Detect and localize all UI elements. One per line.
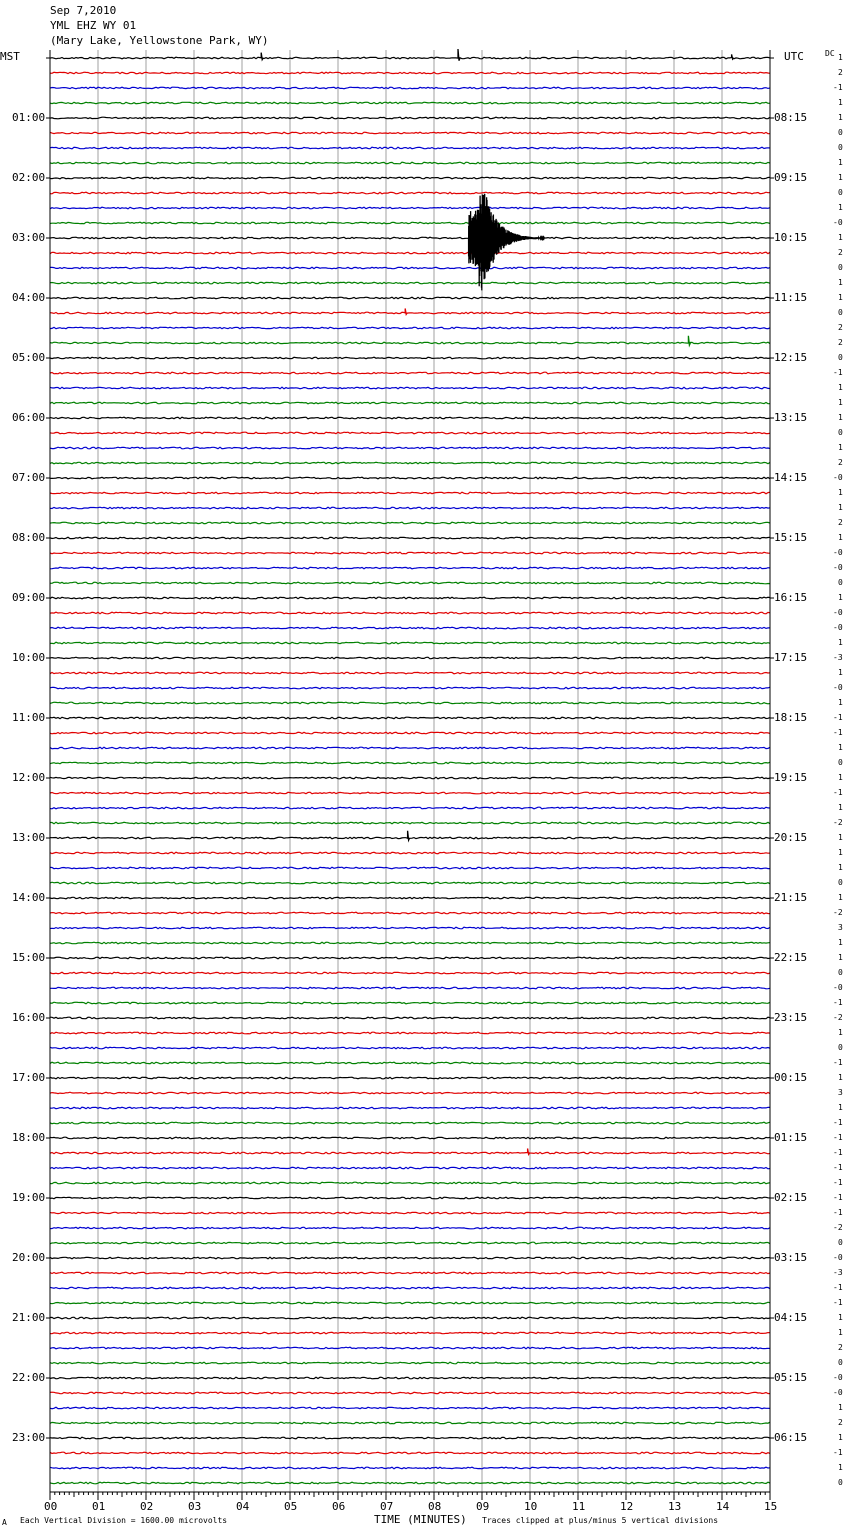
dc-offset-label: 0 [838, 1043, 843, 1052]
right-hour-label: 20:15 [774, 831, 808, 844]
event-waveform [732, 54, 734, 59]
trace-row [50, 222, 770, 224]
dc-offset-label: 2 [838, 338, 843, 347]
dc-offset-label: -1 [833, 1058, 843, 1067]
right-hour-label: 23:15 [774, 1011, 808, 1024]
dc-offset-label: 2 [838, 248, 843, 257]
dc-offset-label: -1 [833, 713, 843, 722]
dc-offset-label: 0 [838, 308, 843, 317]
dc-offset-label: 1 [838, 113, 843, 122]
x-axis-ticks [50, 1492, 770, 1500]
trace-row [50, 1212, 770, 1214]
clip-note: Traces clipped at plus/minus 5 vertical divisions [482, 1516, 719, 1525]
dc-offset-label: -0 [833, 623, 843, 632]
dc-offset-label: 1 [838, 893, 843, 902]
trace-row [50, 672, 770, 674]
trace-row [50, 792, 770, 794]
dc-offset-label: 1 [838, 953, 843, 962]
dc-offset-label: -1 [833, 788, 843, 797]
trace-row [50, 807, 770, 809]
dc-offset-label: 0 [838, 143, 843, 152]
right-hour-label: 11:15 [774, 291, 808, 304]
left-hour-label: 13:00 [12, 831, 46, 844]
dc-offset-label: -0 [833, 983, 843, 992]
right-hour-label: 14:15 [774, 471, 808, 484]
left-hour-label: 19:00 [12, 1191, 46, 1204]
trace-row [50, 1362, 770, 1364]
dc-offset-label: 1 [838, 848, 843, 857]
trace-row [50, 237, 770, 239]
dc-offset-label: 1 [838, 1073, 843, 1082]
dc-offset-label: -0 [833, 548, 843, 557]
location-title: (Mary Lake, Yellowstone Park, WY) [50, 34, 269, 47]
date-title: Sep 7,2010 [50, 4, 117, 17]
trace-row [50, 402, 770, 404]
trace-row [50, 192, 770, 194]
dc-offset-label: 1 [838, 398, 843, 407]
trace-row [50, 627, 770, 629]
dc-offset-label: 2 [838, 518, 843, 527]
right-hour-label: 16:15 [774, 591, 808, 604]
trace-row [50, 477, 770, 479]
trace-row [50, 597, 770, 599]
dc-offset-label: 1 [838, 1103, 843, 1112]
dc-offset-label: -0 [833, 473, 843, 482]
trace-row [50, 702, 770, 704]
dc-offset-label: 1 [838, 53, 843, 62]
dc-offset-label: 1 [838, 383, 843, 392]
trace-row [50, 447, 770, 449]
dc-label: DC [825, 49, 835, 58]
dc-offset-label: 1 [838, 698, 843, 707]
dc-offset-label: 1 [838, 1313, 843, 1322]
dc-offset-label: 3 [838, 923, 843, 932]
seismic-traces [50, 49, 770, 1484]
trace-row [50, 1167, 770, 1169]
right-hour-label: 18:15 [774, 711, 808, 724]
trace-row [50, 1287, 770, 1289]
event-waveform [261, 53, 263, 60]
dc-offset-label: 0 [838, 578, 843, 587]
plot-frame [46, 50, 774, 1492]
trace-row [50, 57, 770, 59]
trace-row [50, 462, 770, 464]
event-waveform [528, 1149, 530, 1155]
dc-offset-label: 1 [838, 803, 843, 812]
dc-offset-label: 1 [838, 503, 843, 512]
minute-gridlines [50, 50, 770, 1492]
trace-row [50, 177, 770, 179]
trace-row [50, 1392, 770, 1394]
trace-row [50, 612, 770, 614]
dc-offset-label: 0 [838, 1478, 843, 1487]
trace-row [50, 312, 770, 314]
trace-row [50, 1482, 770, 1484]
dc-offset-label: -1 [833, 1283, 843, 1292]
left-hour-label: 10:00 [12, 651, 46, 664]
trace-row [50, 1137, 770, 1139]
dc-offset-label: 1 [838, 668, 843, 677]
x-tick-label: 07 [380, 1500, 394, 1513]
trace-row [50, 327, 770, 329]
dc-offset-label: 0 [838, 878, 843, 887]
trace-row [50, 1272, 770, 1274]
trace-row [50, 282, 770, 284]
trace-row [50, 777, 770, 779]
dc-offset-label: 1 [838, 938, 843, 947]
trace-row [50, 1257, 770, 1259]
dc-offset-label: 1 [838, 1403, 843, 1412]
dc-offset-label: -2 [833, 908, 843, 917]
dc-offset-label: 2 [838, 323, 843, 332]
trace-row [50, 387, 770, 389]
right-hour-label: 06:15 [774, 1431, 808, 1444]
x-tick-label: 03 [188, 1500, 202, 1513]
dc-offset-label: 1 [838, 233, 843, 242]
x-axis-label: TIME (MINUTES) [374, 1513, 467, 1526]
trace-row [50, 1197, 770, 1199]
trace-row [50, 537, 770, 539]
trace-row [50, 207, 770, 209]
left-hour-label: 14:00 [12, 891, 46, 904]
scale-note: Each Vertical Division = 1600.00 microvolts [20, 1516, 228, 1525]
trace-row [50, 1017, 770, 1019]
trace-row [50, 1002, 770, 1004]
x-tick-label: 15 [764, 1500, 778, 1513]
dc-offset-label: 1 [838, 593, 843, 602]
dc-offset-label: 1 [838, 1028, 843, 1037]
dc-offset-label: 0 [838, 1358, 843, 1367]
left-hour-label: 20:00 [12, 1251, 46, 1264]
x-tick-label: 13 [668, 1500, 682, 1513]
trace-row [50, 372, 770, 374]
left-hour-label: 21:00 [12, 1311, 46, 1324]
left-hour-label: 01:00 [12, 111, 46, 124]
event-waveform [408, 831, 410, 840]
trace-row [50, 867, 770, 869]
right-hour-label: 10:15 [774, 231, 808, 244]
left-hour-label: 12:00 [12, 771, 46, 784]
dc-offset-label: 1 [838, 158, 843, 167]
dc-offset-label: 1 [838, 98, 843, 107]
dc-offset-label: -1 [833, 1298, 843, 1307]
trace-row [50, 132, 770, 134]
dc-offset-label: -0 [833, 683, 843, 692]
dc-offset-label: 1 [838, 533, 843, 542]
trace-row [50, 117, 770, 119]
trace-row [50, 912, 770, 914]
dc-offset-label: 0 [838, 968, 843, 977]
dc-offset-label: -2 [833, 818, 843, 827]
trace-row [50, 582, 770, 584]
dc-offset-label: 0 [838, 128, 843, 137]
right-hour-label: 04:15 [774, 1311, 808, 1324]
dc-offset-label: -1 [833, 1448, 843, 1457]
dc-offset-label: -1 [833, 998, 843, 1007]
trace-row [50, 1332, 770, 1334]
dc-offset-label: -1 [833, 1193, 843, 1202]
dc-offset-label: -0 [833, 608, 843, 617]
trace-row [50, 972, 770, 974]
trace-row [50, 72, 770, 74]
right-hour-label: 02:15 [774, 1191, 808, 1204]
right-hour-label: 12:15 [774, 351, 808, 364]
dc-offset-label: 1 [838, 773, 843, 782]
trace-row [50, 1062, 770, 1064]
dc-offset-label: 0 [838, 353, 843, 362]
trace-row [50, 822, 770, 824]
dc-offset-label: -1 [833, 1148, 843, 1157]
dc-offset-label: 0 [838, 758, 843, 767]
left-hour-label: 17:00 [12, 1071, 46, 1084]
trace-row [50, 747, 770, 749]
x-tick-label: 01 [92, 1500, 106, 1513]
dc-offset-label: 1 [838, 638, 843, 647]
event-waveform [688, 336, 690, 345]
trace-row [50, 1182, 770, 1184]
event-waveform [405, 309, 407, 315]
trace-row [50, 1227, 770, 1229]
trace-row [50, 1122, 770, 1124]
dc-offset-label: 1 [838, 443, 843, 452]
trace-row [50, 1407, 770, 1409]
x-tick-label: 08 [428, 1500, 442, 1513]
dc-offset-label: 1 [838, 863, 843, 872]
right-hour-label: 22:15 [774, 951, 808, 964]
left-hour-label: 11:00 [12, 711, 46, 724]
trace-row [50, 1032, 770, 1034]
dc-offset-label: -1 [833, 728, 843, 737]
dc-offset-label: -1 [833, 1208, 843, 1217]
dc-offset-label: 1 [838, 1328, 843, 1337]
right-hour-label: 15:15 [774, 531, 808, 544]
left-hour-label: 22:00 [12, 1371, 46, 1384]
trace-row [50, 732, 770, 734]
trace-row [50, 987, 770, 989]
trace-row [50, 1317, 770, 1319]
trace-row [50, 252, 770, 254]
dc-offset-label: 1 [838, 1433, 843, 1442]
left-hour-label: 04:00 [12, 291, 46, 304]
trace-row [50, 1302, 770, 1304]
dc-offset-label: 2 [838, 68, 843, 77]
dc-offset-label: -3 [833, 653, 843, 662]
trace-row [50, 417, 770, 419]
left-hour-label: 05:00 [12, 351, 46, 364]
dc-offset-label: 0 [838, 188, 843, 197]
x-tick-label: 06 [332, 1500, 346, 1513]
dc-offset-label: -1 [833, 83, 843, 92]
x-tick-label: 09 [476, 1500, 490, 1513]
x-tick-label: 14 [716, 1500, 730, 1513]
trace-row [50, 942, 770, 944]
left-hour-label: 18:00 [12, 1131, 46, 1144]
trace-row [50, 1347, 770, 1349]
dc-offset-label: -0 [833, 1373, 843, 1382]
right-hour-label: 21:15 [774, 891, 808, 904]
trace-row [50, 762, 770, 764]
event-waveform [458, 49, 460, 61]
trace-row [50, 87, 770, 89]
right-hour-label: 05:15 [774, 1371, 808, 1384]
trace-row [50, 1152, 770, 1154]
dc-offset-label: -3 [833, 1268, 843, 1277]
right-hour-label: 17:15 [774, 651, 808, 664]
trace-row [50, 1077, 770, 1079]
left-hour-label: 06:00 [12, 411, 46, 424]
trace-row [50, 657, 770, 659]
trace-row [50, 897, 770, 899]
trace-row [50, 162, 770, 164]
trace-row [50, 852, 770, 854]
dc-offset-label: 2 [838, 458, 843, 467]
left-timezone-label: MST [0, 50, 20, 63]
dc-offset-label: 1 [838, 203, 843, 212]
right-hour-label: 00:15 [774, 1071, 808, 1084]
trace-row [50, 552, 770, 554]
dc-offset-label: -0 [833, 1253, 843, 1262]
dc-offset-label: 0 [838, 1238, 843, 1247]
trace-row [50, 432, 770, 434]
trace-row [50, 687, 770, 689]
trace-row [50, 1467, 770, 1469]
x-tick-label: 05 [284, 1500, 298, 1513]
dc-offset-label: 1 [838, 293, 843, 302]
left-hour-label: 09:00 [12, 591, 46, 604]
dc-offset-label: -2 [833, 1223, 843, 1232]
trace-row [50, 957, 770, 959]
trace-row [50, 1452, 770, 1454]
trace-row [50, 147, 770, 149]
x-tick-label: 10 [524, 1500, 538, 1513]
right-timezone-label: UTC [784, 50, 804, 63]
dc-offset-label: -0 [833, 563, 843, 572]
left-hour-label: 15:00 [12, 951, 46, 964]
left-hour-label: 07:00 [12, 471, 46, 484]
dc-offset-label: 1 [838, 173, 843, 182]
dc-offset-label: -2 [833, 1013, 843, 1022]
right-hour-label: 01:15 [774, 1131, 808, 1144]
dc-offset-label: 0 [838, 428, 843, 437]
dc-offset-label: -1 [833, 1163, 843, 1172]
x-tick-label: 00 [44, 1500, 58, 1513]
dc-offset-label: 2 [838, 1343, 843, 1352]
trace-row [50, 1242, 770, 1244]
trace-row [50, 717, 770, 719]
trace-row [50, 1092, 770, 1094]
dc-offset-label: 1 [838, 743, 843, 752]
right-hour-label: 03:15 [774, 1251, 808, 1264]
dc-offset-label: 1 [838, 278, 843, 287]
left-hour-label: 16:00 [12, 1011, 46, 1024]
dc-offset-label: 1 [838, 1463, 843, 1472]
trace-row [50, 882, 770, 884]
dc-offset-label: -1 [833, 1118, 843, 1127]
trace-row [50, 1047, 770, 1049]
right-hour-label: 08:15 [774, 111, 808, 124]
trace-row [50, 267, 770, 269]
trace-row [50, 567, 770, 569]
trace-row [50, 357, 770, 359]
x-tick-label: 02 [140, 1500, 154, 1513]
trace-row [50, 492, 770, 494]
trace-row [50, 927, 770, 929]
dc-offset-label: -0 [833, 1388, 843, 1397]
trace-row [50, 342, 770, 344]
trace-row [50, 297, 770, 299]
dc-offset-label: -0 [833, 218, 843, 227]
dc-offset-label: 1 [838, 833, 843, 842]
x-tick-label: 12 [620, 1500, 634, 1513]
trace-row [50, 642, 770, 644]
right-hour-label: 13:15 [774, 411, 808, 424]
x-tick-label: 04 [236, 1500, 250, 1513]
trace-row [50, 507, 770, 509]
dc-offset-label: -1 [833, 368, 843, 377]
left-hour-label: 23:00 [12, 1431, 46, 1444]
dc-offset-label: 3 [838, 1088, 843, 1097]
trace-row [50, 1422, 770, 1424]
left-hour-label: 08:00 [12, 531, 46, 544]
right-hour-label: 09:15 [774, 171, 808, 184]
left-hour-label: 02:00 [12, 171, 46, 184]
trace-row [50, 102, 770, 104]
dc-offset-label: 1 [838, 413, 843, 422]
station-title: YML EHZ WY 01 [50, 19, 137, 32]
trace-row [50, 1437, 770, 1439]
right-hour-label: 19:15 [774, 771, 808, 784]
trace-row [50, 1377, 770, 1379]
dc-offset-label: 2 [838, 1418, 843, 1427]
dc-offset-label: 0 [838, 263, 843, 272]
dc-offset-label: -1 [833, 1178, 843, 1187]
dc-offset-label: 1 [838, 488, 843, 497]
left-hour-label: 03:00 [12, 231, 46, 244]
trace-row [50, 1107, 770, 1109]
dc-offset-label: -1 [833, 1133, 843, 1142]
trace-row [50, 522, 770, 524]
x-tick-label: 11 [572, 1500, 586, 1513]
corner-mark: A [2, 1518, 7, 1527]
